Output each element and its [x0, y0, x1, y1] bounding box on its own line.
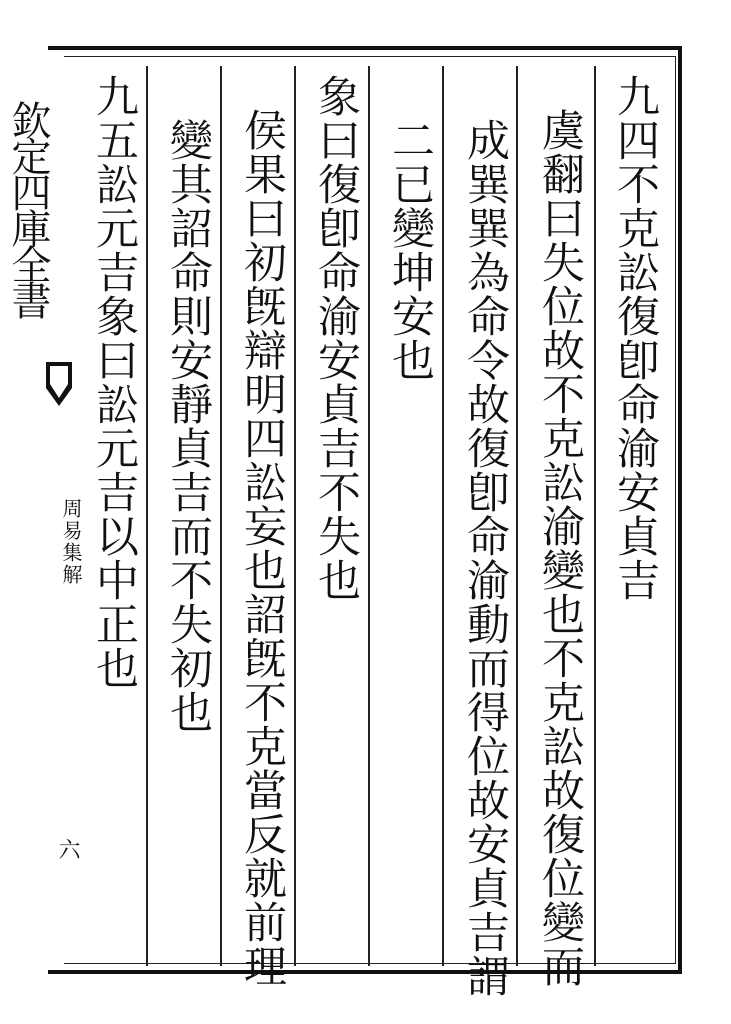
column-divider [442, 66, 444, 966]
column-divider [368, 66, 370, 966]
book-title: 周易集解 [59, 498, 83, 586]
text-column-3: 成巽巽為命令故復卽命渝動而得位故安貞吉謂 [460, 118, 510, 998]
text-column-1: 九四不克訟復卽命渝安貞吉 [610, 74, 660, 602]
column-divider [220, 66, 222, 966]
column-divider [294, 66, 296, 966]
text-column-4: 二已變坤安也 [385, 118, 435, 382]
text-column-6: 侯果曰初旣辯明四訟妄也詔旣不克當反就前理 [237, 108, 287, 988]
collection-title: 欽定四庫全書 [5, 100, 51, 316]
page-gutter [0, 46, 83, 974]
column-divider [516, 66, 518, 966]
text-column-5: 象曰復卽命渝安貞吉不失也 [311, 74, 361, 602]
text-column-7: 變其詔命則安靜貞吉而不失初也 [163, 118, 213, 734]
text-column-2: 虞翻曰失位故不克訟渝變也不克訟故復位變而 [535, 108, 585, 988]
text-column-8: 九五訟元吉象曰訟元吉以中正也 [89, 74, 139, 690]
column-divider [146, 66, 148, 966]
column-divider [594, 66, 596, 966]
page-number: 六 [55, 838, 80, 860]
